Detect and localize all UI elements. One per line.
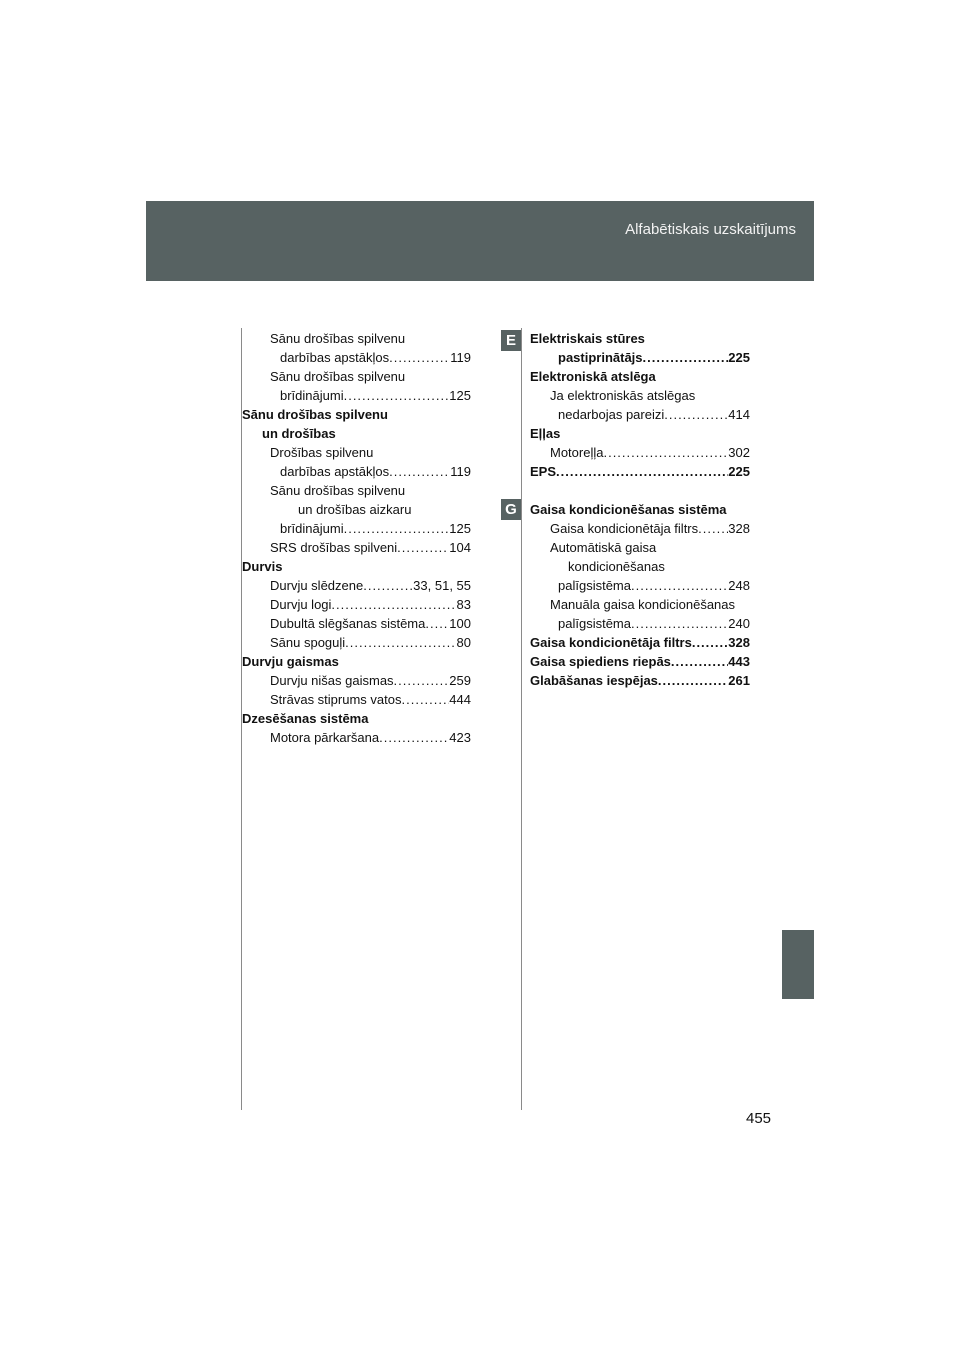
index-page-ref: 33, 51, 55: [413, 578, 471, 593]
index-entry: [530, 329, 750, 348]
index-entry: [530, 576, 750, 595]
index-entry-text: Durvju slēdzene: [270, 578, 364, 593]
index-page-ref: 443: [728, 654, 750, 669]
dot-leader: [344, 386, 450, 405]
section-header-bar: [146, 201, 814, 281]
index-entry: [242, 614, 471, 633]
index-entry-text: Gaisa kondicionēšanas sistēma: [530, 502, 727, 517]
index-entry-text: Durvju logi: [270, 597, 332, 612]
index-entry-text: Sānu drošības spilvenu: [242, 407, 388, 422]
index-entry: [242, 576, 471, 595]
index-entry: [242, 557, 471, 576]
index-entry-text: SRS drošības spilveni: [270, 540, 398, 555]
index-entry-text: Drošības spilvenu: [270, 445, 374, 460]
index-entry: [242, 652, 471, 671]
index-entry: [530, 367, 750, 386]
index-entry: [242, 500, 471, 519]
index-entry-text: Gaisa kondicionētāja filtrs: [550, 521, 699, 536]
index-entry-text: Elektriskais stūres: [530, 331, 645, 346]
index-entry-text: darbības apstākļos: [280, 464, 390, 479]
dot-leader: [379, 728, 449, 747]
index-page-ref: 104: [449, 540, 471, 555]
dot-leader: [556, 462, 728, 481]
index-page-ref: 119: [450, 464, 471, 479]
index-entry-text: Durvju gaismas: [242, 654, 339, 669]
index-entry-text: Durvju nišas gaismas: [270, 673, 394, 688]
index-entry-text: darbības apstākļos: [280, 350, 390, 365]
index-entry-text: un drošības aizkaru: [298, 502, 412, 517]
index-entry-text: Durvis: [242, 559, 283, 574]
index-entry-text: Motora pārkaršana: [270, 730, 380, 745]
index-entry-text: Manuāla gaisa kondicionēšanas: [550, 597, 736, 612]
index-entry: [242, 386, 471, 405]
index-entry: [530, 595, 750, 614]
index-entry-text: Motoreļļa: [550, 445, 604, 460]
index-entry: [242, 595, 471, 614]
index-entry: [530, 386, 750, 405]
index-entry: [242, 538, 471, 557]
index-page-ref: 80: [456, 635, 471, 650]
chapter-thumb-tab: [782, 930, 814, 999]
index-entry: [530, 633, 750, 652]
index-entry-text: nedarbojas pareizi: [558, 407, 665, 422]
dot-leader: [664, 405, 728, 424]
index-page-ref: 328: [728, 521, 750, 536]
dot-leader: [631, 614, 728, 633]
index-column-left: [242, 329, 471, 747]
index-entry: [242, 671, 471, 690]
index-entry-text: EPS: [530, 464, 557, 479]
dot-leader: [389, 462, 450, 481]
section-title: Alfabētiskais uzskaitījums: [625, 221, 796, 238]
dot-leader: [331, 595, 456, 614]
index-entry: [530, 671, 750, 690]
index-entry-text: brīdinājumi: [280, 521, 344, 536]
index-page-ref: 125: [449, 521, 471, 536]
index-entry: [242, 348, 471, 367]
index-page-ref: 240: [728, 616, 750, 631]
index-entry: [530, 538, 750, 557]
index-entry: [242, 367, 471, 386]
index-entry: [242, 424, 471, 443]
index-page-ref: 119: [450, 350, 471, 365]
index-page-ref: 261: [728, 673, 750, 688]
column-divider-right: [521, 328, 522, 1110]
dot-leader: [345, 633, 456, 652]
index-entry-text: Dzesēšanas sistēma: [242, 711, 369, 726]
index-entry: [530, 500, 750, 519]
index-entry: [242, 481, 471, 500]
index-column-right-g: [530, 500, 750, 690]
index-entry-text: Sānu drošības spilvenu: [270, 483, 406, 498]
index-entry-text: Gaisa spiediens riepās: [530, 654, 671, 669]
index-entry-text: un drošības: [262, 426, 336, 441]
index-page-ref: 100: [449, 616, 471, 631]
index-entry: [530, 519, 750, 538]
index-entry-text: Gaisa kondicionētāja filtrs: [530, 635, 692, 650]
index-entry: [242, 519, 471, 538]
dot-leader: [425, 614, 449, 633]
index-page-ref: 248: [728, 578, 750, 593]
index-entry-text: palīgsistēma: [558, 616, 631, 631]
index-page-ref: 414: [728, 407, 750, 422]
index-entry-text: kondicionēšanas: [568, 559, 665, 574]
index-entry: [242, 633, 471, 652]
index-page-ref: 423: [449, 730, 471, 745]
index-column-right-e: [530, 329, 750, 481]
letter-badge-g: G: [501, 499, 521, 520]
index-entry: [530, 405, 750, 424]
index-entry: [242, 690, 471, 709]
index-entry: [530, 557, 750, 576]
dot-leader: [631, 576, 728, 595]
index-entry: [530, 614, 750, 633]
index-entry: [242, 728, 471, 747]
index-entry: [242, 462, 471, 481]
index-entry-text: pastiprinātājs: [558, 350, 643, 365]
index-entry: [242, 443, 471, 462]
dot-leader: [671, 652, 728, 671]
dot-leader: [402, 690, 450, 709]
index-entry: [242, 329, 471, 348]
index-entry-text: Strāvas stiprums vatos: [270, 692, 402, 707]
index-entry: [242, 709, 471, 728]
index-page-ref: 328: [728, 635, 750, 650]
letter-badge-e: E: [501, 330, 521, 351]
index-page-ref: 125: [449, 388, 471, 403]
index-entry-text: brīdinājumi: [280, 388, 344, 403]
index-page-ref: 259: [449, 673, 471, 688]
index-page-ref: 225: [728, 464, 750, 479]
index-entry-text: Automātiskā gaisa: [550, 540, 657, 555]
index-entry: [530, 462, 750, 481]
index-page-ref: 83: [456, 597, 471, 612]
index-entry: [530, 348, 750, 367]
index-entry: [530, 424, 750, 443]
index-entry-text: Glabāšanas iespējas: [530, 673, 658, 688]
index-entry-text: Sānu spoguļi: [270, 635, 346, 650]
page-number: 455: [746, 1110, 772, 1127]
index-entry-text: Ja elektroniskās atslēgas: [550, 388, 696, 403]
dot-leader: [394, 671, 450, 690]
index-entry: [530, 443, 750, 462]
index-entry-text: Sānu drošības spilvenu: [270, 331, 406, 346]
index-page-ref: 225: [728, 350, 750, 365]
dot-leader: [698, 519, 728, 538]
dot-leader: [603, 443, 728, 462]
index-entry: [242, 405, 471, 424]
dot-leader: [344, 519, 450, 538]
index-entry-text: Dubultā slēgšanas sistēma: [270, 616, 426, 631]
index-entry-text: Sānu drošības spilvenu: [270, 369, 406, 384]
dot-leader: [643, 348, 729, 367]
index-entry: [530, 652, 750, 671]
dot-leader: [389, 348, 450, 367]
index-page-ref: 444: [449, 692, 471, 707]
index-entry-text: Eļļas: [530, 426, 561, 441]
dot-leader: [363, 576, 413, 595]
dot-leader: [658, 671, 728, 690]
dot-leader: [397, 538, 449, 557]
index-entry-text: palīgsistēma: [558, 578, 631, 593]
index-entry-text: Elektroniskā atslēga: [530, 369, 656, 384]
index-page-ref: 302: [728, 445, 750, 460]
dot-leader: [692, 633, 728, 652]
